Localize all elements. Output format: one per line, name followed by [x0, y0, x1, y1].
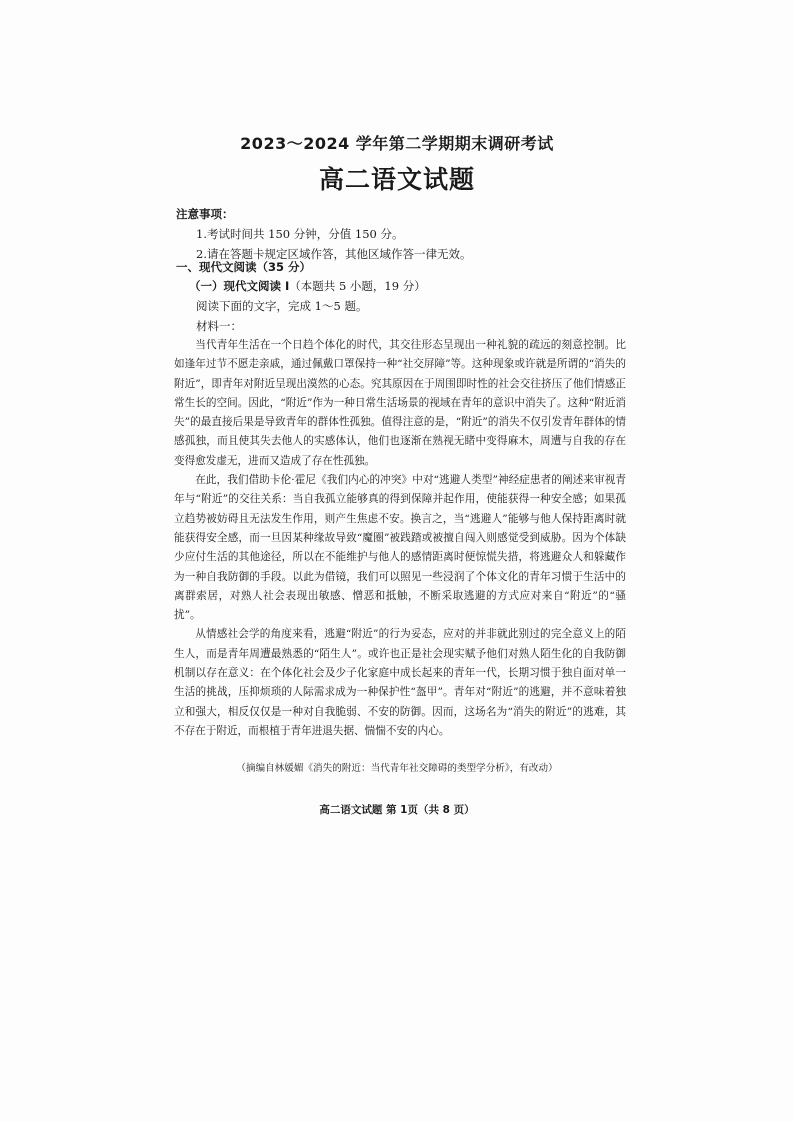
- material-label: 材料一：: [196, 319, 242, 333]
- notes-item-answer-area: 2.请在答题卡规定区域作答，其他区域作答一律无效。: [196, 247, 472, 261]
- notes-item-time: 1.考试时间共 150 分钟，分值 150 分。: [196, 227, 404, 241]
- reading-passage: [174, 336, 626, 741]
- page-footer: 高二语文试题 第 1页（共 8 页）: [319, 804, 475, 816]
- exam-title: 2023～2024 学年第二学期期末调研考试: [240, 134, 554, 153]
- section-heading: 一、现代文阅读（35 分）: [176, 260, 312, 274]
- subject-title: 高二语文试题: [318, 165, 475, 194]
- reading-instruction: 阅读下面的文字，完成 1～5 题。: [196, 299, 368, 313]
- passage-paragraph: 从情感社会学的角度来看，逃避“附近”的行为妥态，应对的并非就此别过的完全意义上的陌生人，而是青年周遭最熟悉的“陌生人”。或许也正是社会现实赋予他们对熟人陌生化的自我防御机制以存在意义：在个体化社会及少子化家庭中成长起来的青年一代，长期习惯于独自面对单一生活的挑战，压抑烦琐的人际需求成为一种保护性“盔甲”。青年对“附近”的逃避，并不意味着独立和强大，相反仅仅是一种对自我脆弱、不安的防御。因而，这场名为“消失的附近”的逃难，其不存在于附近，而根植于青年进退失据、惴惴不安的内心。: [174, 628, 626, 737]
- notes-heading: 注意事项：: [176, 207, 234, 221]
- subsection-meta: （本题共 5 小题，19 分）: [289, 279, 426, 293]
- passage-paragraph: 在此，我们借助卡伦·霍尼《我们内心的冲突》中对“逃避人类型”神经症患者的阐述来审视青年与“附近”的交往关系：当自我孤立能够真的得到保障并起作用，使能获得一种安全感；如果孤立趋势被妨碍且无法发生作用，则产生焦虑不安。换言之，当“逃避人”能够与他人保持距离时就能获得安全感，而一旦因某种缘故导致“魔圈”被践踏或被擅自闯入则感觉受到威胁。因为个体缺少应付生活的其他途径，所以在不能维护与他人的感情距离时便惊慌失措，将逃避众人和躲藏作为一种自我防御的手段。以此为借镜，我们可以照见一些浸润了个体文化的青年习惯于生活中的离群索居，对熟人社会表现出敏感、憎恶和抵触，不断采取逃避的方式应对来自“附近”的“骚扰”。: [174, 474, 626, 622]
- passage-paragraph: 当代青年生活在一个日趋个体化的时代，其交往形态呈现出一种礼貌的疏远的刻意控制。比如逢年过节不愿走亲戚，通过佩戴口罩保持一种“社交屏障”等。这种现象或许就是所谓的“消失的附近”，即青年对附近呈现出漠然的心态。究其原因在于周围即时性的社会交往挤压了他们情感正常生长的空间。因此，“附近”作为一种日常生活场景的视域在青年的意识中消失了。这种“附近消失”的最直接后果是导致青年的群体性孤独。值得注意的是，“附近”的消失不仅引发青年群体的情感孤独，而且使其失去他人的实感体认，他们也逐渐在熟视无睹中变得麻木，周遭与自我的存在变得愈发虚无，进而又造成了存在性孤独。: [174, 339, 626, 467]
- passage-citation: （摘编自林媛媚《消失的附近：当代青年社交障碍的类型学分析》，有改动）: [236, 763, 558, 774]
- subsection-heading: [189, 278, 426, 294]
- exam-notes: [176, 204, 636, 264]
- subsection-title: （一）现代文阅读 Ⅰ: [189, 279, 290, 293]
